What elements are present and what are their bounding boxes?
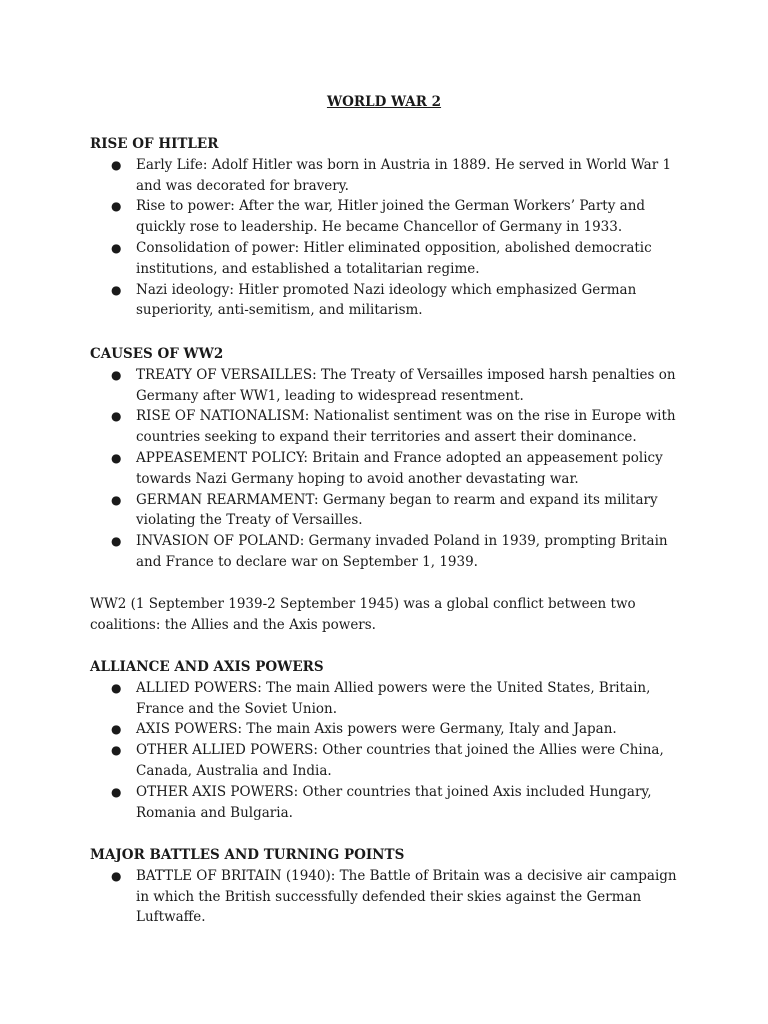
list-item	[90, 678, 690, 720]
list-item-text: OTHER AXIS POWERS: Other countries that joined Axis included Hungary, Romania and Bulgaria.	[136, 783, 652, 821]
document-title: WORLD WAR 2	[326, 94, 442, 110]
section-causes-of-ww2	[90, 344, 690, 573]
list-item-text: Early Life: Adolf Hitler was born in Austria in 1889. He served in World War 1 and was decorated for bravery.	[136, 156, 672, 194]
bullet-list	[90, 155, 690, 321]
list-item-text: Consolidation of power: Hitler eliminated opposition, abolished democratic institutions, and established a totalitarian regime.	[136, 239, 652, 277]
bullet-icon: ●	[111, 367, 122, 382]
bullet-icon: ●	[111, 534, 122, 549]
list-item	[90, 280, 690, 322]
summary-paragraph: WW2 (1 September 1939-2 September 1945) was a global conflict between two coalitions: the Allies and the Axis powers.	[90, 596, 636, 633]
list-item	[90, 365, 690, 407]
bullet-list	[90, 866, 690, 928]
bullet-icon: ●	[111, 868, 122, 883]
list-item-text: RISE OF NATIONALISM: Nationalist sentiment was on the rise in Europe with countries seeking to expand their territories and assert their dominance.	[136, 408, 676, 446]
section-heading: RISE OF HITLER	[90, 136, 219, 152]
list-item	[90, 406, 690, 448]
bullet-icon: ●	[111, 492, 122, 507]
bullet-icon: ●	[111, 722, 122, 737]
section-heading: CAUSES OF WW2	[90, 346, 224, 362]
list-item-text: ALLIED POWERS: The main Allied powers were the United States, Britain, France and the Soviet Union.	[136, 679, 651, 717]
list-item-text: BATTLE OF BRITAIN (1940): The Battle of Britain was a decisive air campaign in which the British successfully defended their skies against the German Luftwaffe.	[136, 867, 677, 926]
list-item	[90, 155, 690, 197]
list-item	[90, 719, 690, 740]
bullet-icon: ●	[111, 743, 122, 758]
list-item-text: INVASION OF POLAND: Germany invaded Poland in 1939, prompting Britain and France to declare war on September 1, 1939.	[136, 533, 668, 570]
list-item-text: TREATY OF VERSAILLES: The Treaty of Versailles imposed harsh penalties on Germany after WW1, leading to widespread resentment.	[136, 366, 676, 404]
bullet-icon: ●	[111, 409, 122, 424]
list-item	[90, 490, 690, 532]
section-alliance-and-axis-powers	[90, 657, 690, 823]
bullet-icon: ●	[111, 680, 122, 695]
bullet-icon: ●	[111, 157, 122, 172]
bullet-icon: ●	[111, 784, 122, 799]
bullet-icon: ●	[111, 450, 122, 465]
list-item	[90, 196, 690, 238]
list-item	[90, 866, 690, 928]
list-item-text: APPEASEMENT POLICY: Britain and France adopted an appeasement policy towards Nazi Germany hoping to avoid another devastating war.	[136, 449, 663, 487]
list-item	[90, 740, 690, 782]
list-item	[90, 448, 690, 490]
section-rise-of-hitler	[90, 134, 690, 321]
list-item-text: GERMAN REARMAMENT: Germany began to rearm and expand its military violating the Treaty of Versailles.	[136, 491, 658, 529]
bullet-list	[90, 365, 690, 573]
list-item	[90, 782, 690, 824]
list-item-text: OTHER ALLIED POWERS: Other countries that joined the Allies were China, Canada, Australia and India.	[136, 742, 664, 779]
list-item	[90, 238, 690, 280]
list-item-text: AXIS POWERS: The main Axis powers were Germany, Italy and Japan.	[136, 721, 617, 738]
list-item-text: Rise to power: After the war, Hitler joined the German Workers’ Party and quickly rose to leadership. He became Chancellor of Germany in 1933.	[136, 198, 646, 236]
list-item	[90, 531, 690, 573]
bullet-icon: ●	[111, 199, 122, 214]
bullet-icon: ●	[111, 240, 122, 255]
section-heading: ALLIANCE AND AXIS POWERS	[90, 659, 324, 675]
section-heading: MAJOR BATTLES AND TURNING POINTS	[90, 847, 405, 863]
section-major-battles	[90, 845, 690, 928]
bullet-list	[90, 678, 690, 824]
bullet-icon: ●	[111, 282, 122, 297]
list-item-text: Nazi ideology: Hitler promoted Nazi ideology which emphasized German superiority, anti-semitism, and militarism.	[136, 281, 637, 319]
